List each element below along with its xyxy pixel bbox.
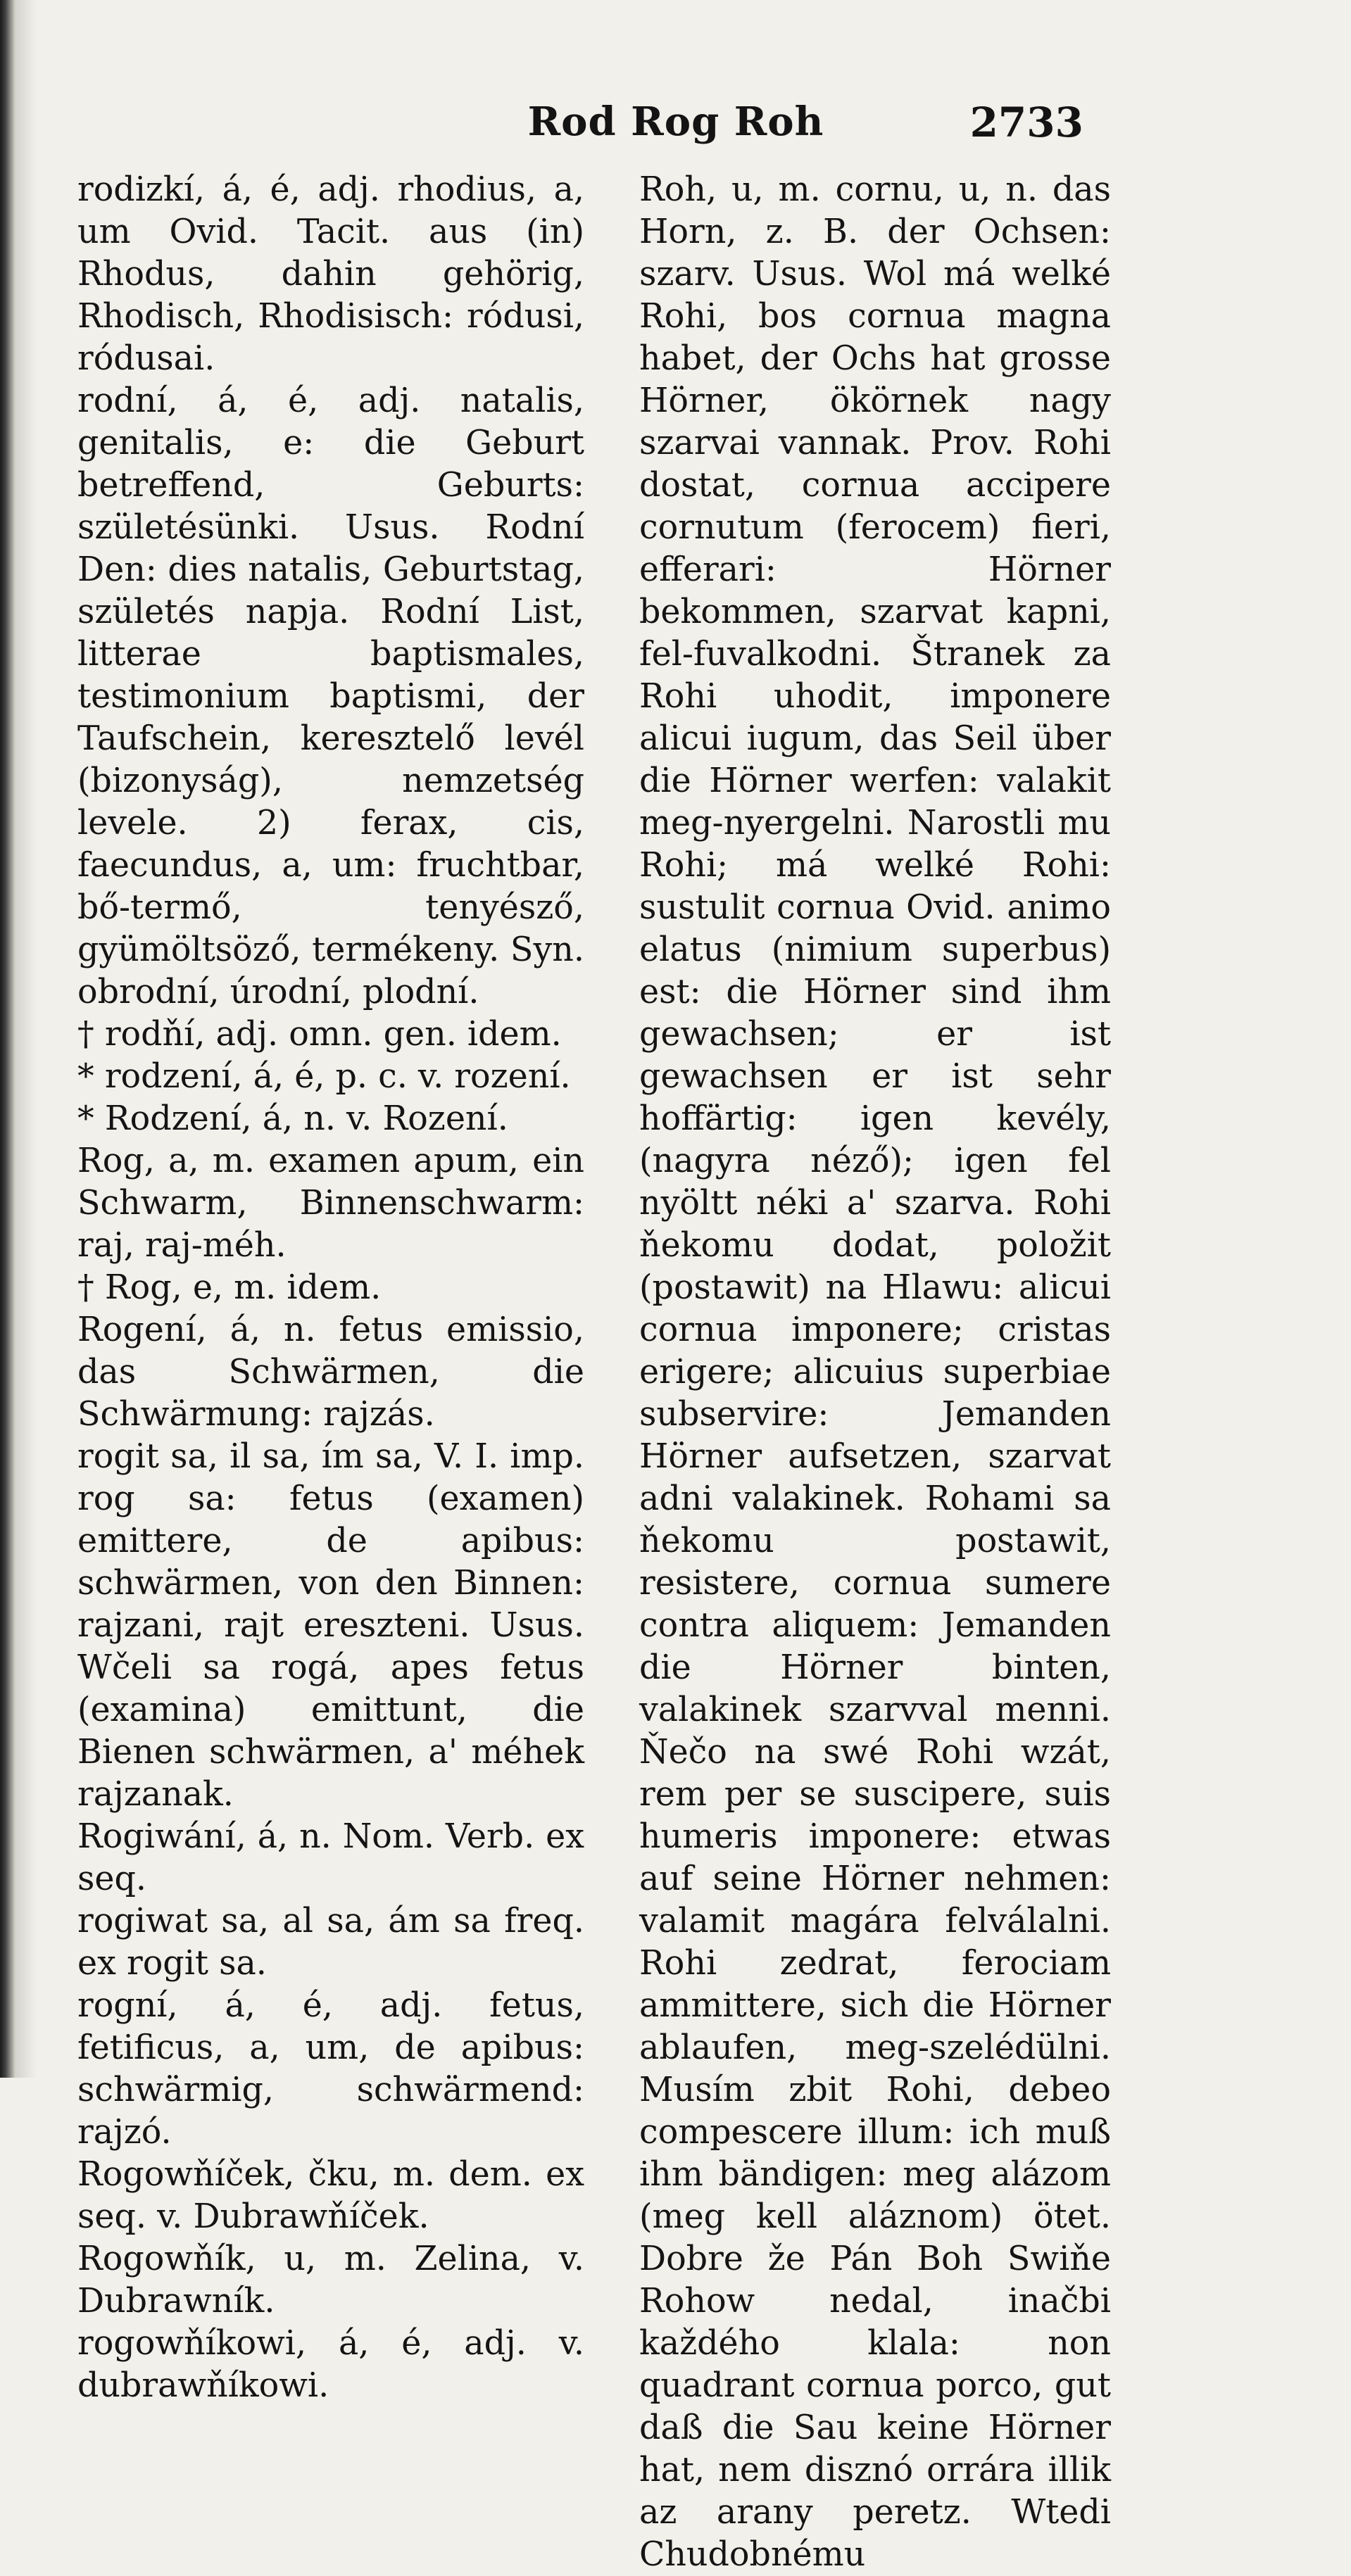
running-head: Rod Rog Roh <box>527 99 824 145</box>
left-column <box>77 169 584 2407</box>
dictionary-entry: * rodzení, á, é, p. c. v. rození. <box>77 1057 571 1096</box>
fold-shadow <box>15 0 37 2078</box>
dictionary-entry: Rogení, á, n. fetus emissio, das Schwärmen, die Schwärmung: rajzás. <box>77 1311 584 1434</box>
dictionary-entry: rodní, á, é, adj. natalis, genitalis, e: die Geburt betreffend, Geburts: születésünki. Usus. Rodní Den: dies natalis, Geburtstag, születés napja. Rodní List, litterae baptismales, testimonium baptismi, der Taufschein, keresztelő levél (bizonyság), nemzetség levele. 2) ferax, cis, faecundus, a, um: fruchtbar, bő-termő, tenyésző, gyümöltsöző, termékeny. Syn. obrodní, úrodní, plodní. <box>77 381 584 1011</box>
dictionary-entry: Roh, u, m. cornu, u, n. das Horn, z. B. der Ochsen: szarv. Usus. Wol má welké Rohi, bos cornua magna habet, der Ochs hat grosse Hörner, ökörnek nagy szarvai vannak. Prov. Rohi dostat, cornua accipere cornutum (ferocem) fieri, efferari: Hörner bekommen, szarvat kapni, fel-fuvalkodni. Štranek za Rohi uhodit, imponere alicui iugum, das Seil über die Hörner werfen: valakit meg-nyergelni. Narostli mu Rohi; má welké Rohi: sustulit cornua Ovid. animo elatus (nimium superbus) est: die Hörner sind ihm gewachsen; er ist gewachsen er ist sehr hoffärtig: igen kevély, (nagyra néző); igen fel nyöltt néki a' szarva. Rohi ňekomu dodat, položit (postawit) na Hlawu: alicui cornua imponere; cristas erigere; alicuius superbiae subservire: Jemanden Hörner aufsetzen, szarvat adni valakinek. Rohami sa ňekomu postawit, resistere, cornua sumere contra aliquem: Jemanden die Hörner binten, valakinek szarvval menni. Ňečo na swé Rohi wzát, rem per se suscipere, suis humeris imponere: etwas auf seine Hörner nehmen: valamit magára felválalni. Rohi zedrat, ferociam ammittere, sich die Hörner ablaufen, meg-szelédülni. Musím zbit Rohi, debeo compescere illum: ich muß ihm bändigen: meg alázom (meg kell aláznom) ötet. Dobre že Pán Boh Swiňe Rohow nedal, inačbi každého klala: non quadrant cornua porco, gut daß die Sau keine Hörner hat, nem disznó orrára illik az arany peretz. Wtedi Chudobnému <box>639 170 1111 2574</box>
dictionary-entry: rogowňíkowi, á, é, adj. v. dubrawňíkowi. <box>77 2324 584 2405</box>
dictionary-entry: Rogowňík, u, m. Zelina, v. Dubrawník. <box>77 2240 584 2321</box>
dictionary-entry: Rogowňíček, čku, m. dem. ex seq. v. Dubrawňíček. <box>77 2155 584 2236</box>
dictionary-entry: † rodňí, adj. omn. gen. idem. <box>77 1015 562 1054</box>
dictionary-entry: rogní, á, é, adj. fetus, fetificus, a, um, de apibus: schwärmig, schwärmend: rajzó. <box>77 1986 584 2152</box>
dictionary-entry: Rogiwání, á, n. Nom. Verb. ex seq. <box>77 1817 584 1898</box>
page-number: 2733 <box>969 99 1083 146</box>
right-column <box>639 169 1111 2576</box>
dictionary-entry: † Rog, e, m. idem. <box>77 1268 382 1307</box>
dictionary-entry: * Rodzení, á, n. v. Rození. <box>77 1099 508 1138</box>
dictionary-entry: Rog, a, m. examen apum, ein Schwarm, Binnenschwarm: raj, raj-méh. <box>77 1142 584 1265</box>
page-header <box>0 99 1351 155</box>
dictionary-entry: rogiwat sa, al sa, ám sa freq. ex rogit sa. <box>77 1902 584 1983</box>
dictionary-entry: rogit sa, il sa, ím sa, V. I. imp. rog sa: fetus (examen) emittere, de apibus: schwärmen, von den Binnen: rajzani, rajt ereszteni. Usus. Wčeli sa rogá, apes fetus (examina) emittunt, die Bienen schwärmen, a' méhek rajzanak. <box>77 1437 584 1814</box>
book-spine-edge <box>0 0 15 2078</box>
dictionary-entry: rodizkí, á, é, adj. rhodius, a, um Ovid. Tacit. aus (in) Rhodus, dahin gehörig, Rhodisch, Rhodisisch: ródusi, ródusai. <box>77 170 584 378</box>
